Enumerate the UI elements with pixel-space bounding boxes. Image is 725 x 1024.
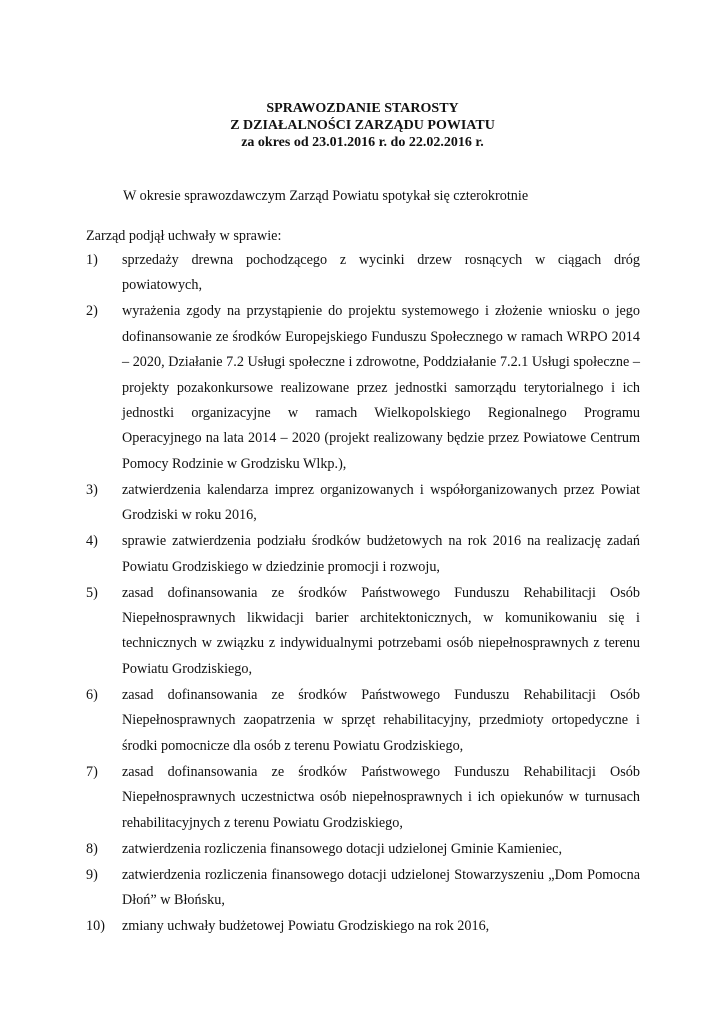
title-line-2: Z DZIAŁALNOŚCI ZARZĄDU POWIATU bbox=[230, 118, 495, 133]
list-item bbox=[86, 299, 640, 477]
list-item bbox=[86, 529, 640, 580]
list-item-text: sprzedaży drewna pochodzącego z wycinki drzew rosnących w ciągach dróg powiatowych, bbox=[122, 252, 640, 294]
list-item bbox=[86, 760, 640, 836]
list-item-number: 6) bbox=[86, 686, 98, 703]
list-item bbox=[86, 837, 640, 862]
list-item-text: zasad dofinansowania ze środków Państwowego Funduszu Rehabilitacji Osób Niepełnosprawnych uczestnictwa osób niepełnosprawnych i ich opiekunów w turnusach rehabilitacyjnych z terenu Powiatu Grodziskiego, bbox=[122, 763, 640, 831]
list-item-number: 8) bbox=[86, 840, 98, 857]
list-item-text: zatwierdzenia kalendarza imprez organizowanych i współorganizowanych przez Powiat Grodziski w roku 2016, bbox=[122, 481, 640, 524]
list-item-text: zatwierdzenia rozliczenia finansowego dotacji udzielonej Stowarzyszeniu „Dom Pomocna Dłoń” w Błońsku, bbox=[122, 866, 640, 908]
list-item bbox=[86, 863, 640, 914]
list-item-number: 9) bbox=[86, 866, 98, 883]
list-item-number: 3) bbox=[86, 481, 98, 498]
list-item-text: zatwierdzenia rozliczenia finansowego dotacji udzielonej Gminie Kamieniec, bbox=[122, 840, 563, 857]
list-item bbox=[86, 581, 640, 683]
list-item-number: 7) bbox=[86, 763, 98, 780]
list-item bbox=[86, 914, 640, 939]
resolutions-list bbox=[86, 248, 640, 940]
title-line-3: za okres od 23.01.2016 r. do 22.02.2016 r. bbox=[241, 135, 484, 150]
list-item-text: zasad dofinansowania ze środków Państwowego Funduszu Rehabilitacji Osób Niepełnosprawnych zaopatrzenia w sprzęt rehabilitacyjny, przedmioty ortopedyczne i środki pomocnicze dla osób z terenu Powiatu Grodziskiego, bbox=[122, 686, 640, 754]
list-item-number: 5) bbox=[86, 584, 98, 601]
list-item bbox=[86, 248, 640, 299]
title-line-1: SPRAWOZDANIE STAROSTY bbox=[266, 101, 459, 116]
list-item-number: 10) bbox=[86, 917, 105, 934]
list-item-number: 1) bbox=[86, 252, 98, 268]
list-item-text: zasad dofinansowania ze środków Państwowego Funduszu Rehabilitacji Osób Niepełnosprawnych likwidacji barier architektonicznych, w komunikowaniu się i technicznych w związku z indywidualnymi potrzebami osób niepełnosprawnych z terenu Powiatu Grodziskiego, bbox=[122, 584, 640, 677]
list-item bbox=[86, 683, 640, 759]
list-item bbox=[86, 478, 640, 529]
list-item-text: sprawie zatwierdzenia podziału środków budżetowych na rok 2016 na realizację zadań Powiatu Grodziskiego w dziedzinie promocji i rozwoju, bbox=[122, 533, 640, 575]
list-item-number: 4) bbox=[86, 533, 98, 550]
intro-paragraph: W okresie sprawozdawczym Zarząd Powiatu spotykał się czterokrotnie bbox=[123, 188, 529, 204]
list-item-text: wyrażenia zgody na przystąpienie do projektu systemowego i złożenie wniosku o jego dofinansowanie ze środków Europejskiego Funduszu Społecznego w ramach WRPO 2014 – 2020, Działanie 7.2 Usługi społeczne i zdrowotne, Poddziałanie 7.2.1 Usługi społeczne – projekty pozakonkursowe realizowane przez jednostki samorządu terytorialnego i ich jednostki organizacyjne w ramach Wielkopolskiego Regionalnego Programu Operacyjnego na lata 2014 – 2020 (projekt realizowany będzie przez Powiatowe Centrum Pomocy Rodzinie w Grodzisku Wlkp.), bbox=[122, 303, 640, 472]
document-title bbox=[0, 100, 725, 151]
resolutions-lead: Zarząd podjął uchwały w sprawie: bbox=[86, 228, 282, 244]
list-item-text: zmiany uchwały budżetowej Powiatu Grodziskiego na rok 2016, bbox=[122, 917, 490, 934]
list-item-number: 2) bbox=[86, 303, 98, 320]
